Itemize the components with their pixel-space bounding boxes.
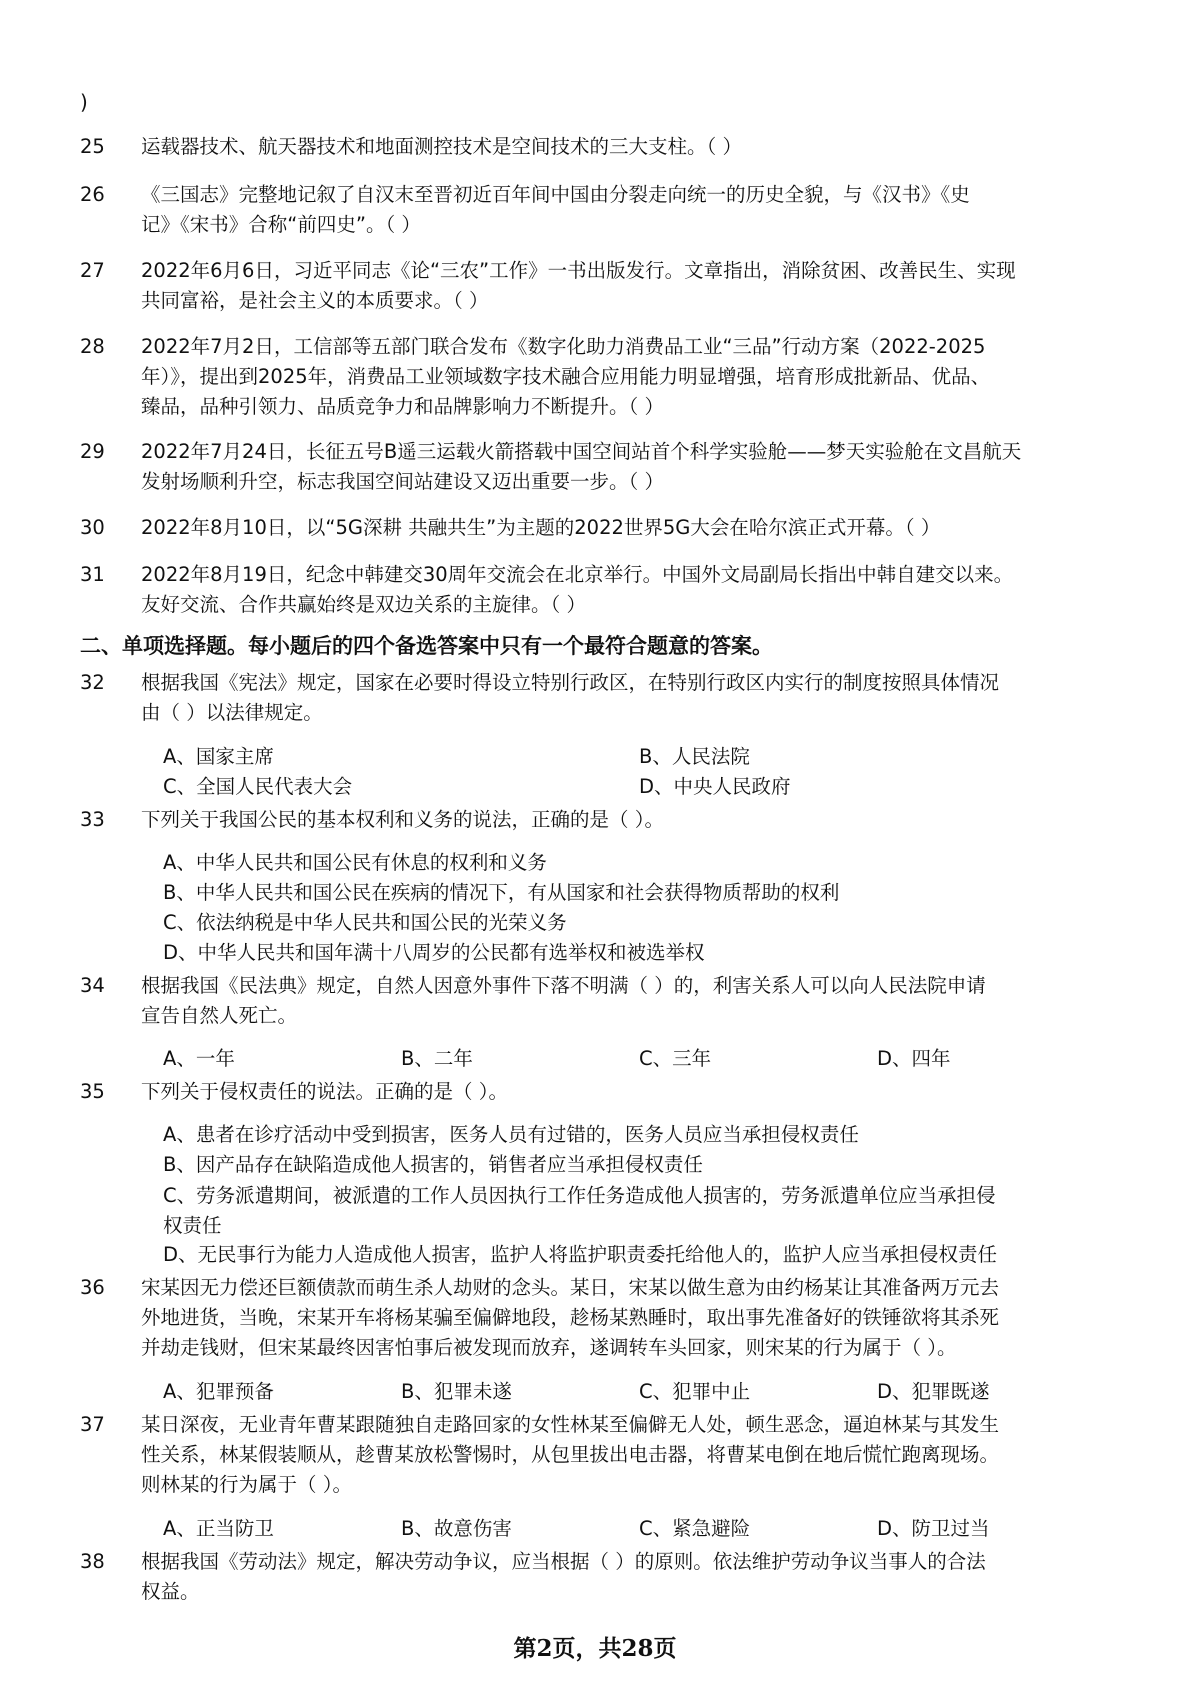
option-a: A、国家主席 (163, 745, 274, 768)
question-number: 25 (80, 135, 105, 158)
question-text: 2022年7月24日，长征五号B遥三运载火箭搭载中国空间站首个科学实验舱——梦天实验舱在文昌航天 发射场顺利升空，标志我国空间站建设又迈出重要一步。（ ） (141, 440, 1022, 493)
option-c: C、全国人民代表大会 (163, 775, 353, 798)
question-text: 根据我国《劳动法》规定，解决劳动争议，应当根据（ ）的原则。依法维护劳动争议当事人的合法 权益。 (141, 1550, 986, 1603)
question-text: 《三国志》完整地记叙了自汉末至晋初近百年间中国由分裂走向统一的历史全貌，与《汉书》《史 记》《宋书》合称“前四史”。（ ） (141, 183, 970, 236)
option-c: C、犯罪中止 (639, 1380, 751, 1403)
option-b: B、二年 (401, 1047, 473, 1070)
option-d: D、无民事行为能力人造成他人损害，监护人将监护职责委托给他人的，监护人应当承担侵权责任 (163, 1243, 998, 1266)
question-number: 34 (80, 974, 105, 997)
option-d: D、中央人民政府 (639, 775, 791, 798)
option-d: D、防卫过当 (877, 1517, 990, 1540)
question-text: 运载器技术、航天器技术和地面测控技术是空间技术的三大支柱。（ ） (141, 135, 742, 158)
question-text: 2022年8月19日，纪念中韩建交30周年交流会在北京举行。中国外文局副局长指出中韩自建交以来。 友好交流、合作共赢始终是双边关系的主旋律。（ ） (141, 563, 1014, 616)
question-number: 36 (80, 1276, 105, 1299)
continued-fragment: ) (80, 90, 88, 114)
question-text: 根据我国《民法典》规定，自然人因意外事件下落不明满（ ）的，利害关系人可以向人民法院申请 宣告自然人死亡。 (141, 974, 986, 1027)
question-number: 38 (80, 1550, 105, 1573)
option-b: B、人民法院 (639, 745, 750, 768)
option-a: A、犯罪预备 (163, 1380, 274, 1403)
question-number: 29 (80, 440, 105, 463)
question-number: 30 (80, 516, 105, 539)
question-number: 31 (80, 563, 105, 586)
option-d: D、四年 (877, 1047, 951, 1070)
page-footer: 第2页，共28页 (513, 1635, 677, 1662)
question-text: 下列关于侵权责任的说法。正确的是（ ）。 (141, 1080, 508, 1103)
question-text: 下列关于我国公民的基本权利和义务的说法，正确的是（ ）。 (141, 808, 664, 831)
question-text: 2022年7月2日，工信部等五部门联合发布《数字化助力消费品工业“三品”行动方案（2022-2025 年）》，提出到2025年，消费品工业领域数字技术融合应用能力明显增强，培育形成批新品、优品、 臻品，品种引领力、品质竞争力和品牌影响力不断提升。（ ） (141, 335, 991, 418)
option-c: C、依法纳税是中华人民共和国公民的光荣义务 (163, 911, 567, 934)
option-d: D、犯罪既遂 (877, 1380, 990, 1403)
option-b: B、中华人民共和国公民在疾病的情况下，有从国家和社会获得物质帮助的权利 (163, 881, 840, 904)
question-number: 33 (80, 808, 105, 831)
option-a: A、中华人民共和国公民有休息的权利和义务 (163, 851, 547, 874)
option-a: A、患者在诊疗活动中受到损害，医务人员有过错的，医务人员应当承担侵权责任 (163, 1123, 859, 1146)
question-text: 2022年8月10日，以“5G深耕 共融共生”为主题的2022世界5G大会在哈尔滨正式开幕。（ ） (141, 516, 941, 539)
option-b: B、故意伤害 (401, 1517, 512, 1540)
question-text: 宋某因无力偿还巨额债款而萌生杀人劫财的念头。某日，宋某以做生意为由约杨某让其准备两万元去 外地进货，当晚，宋某开车将杨某骗至偏僻地段，趁杨某熟睡时，取出事先准备好的铁锤欲将其杀死 并劫走钱财，但宋某最终因害怕事后被发现而放弃，遂调转车头回家，则宋某的行为属于（ ）。 (141, 1276, 1000, 1359)
question-number: 26 (80, 183, 105, 206)
question-text: 根据我国《宪法》规定，国家在必要时得设立特别行政区，在特别行政区内实行的制度按照具体情况 由（ ）以法律规定。 (141, 671, 1000, 724)
option-a: A、一年 (163, 1047, 235, 1070)
option-c: C、紧急避险 (639, 1517, 751, 1540)
question-number: 28 (80, 335, 105, 358)
question-number: 32 (80, 671, 105, 694)
option-b: B、犯罪未遂 (401, 1380, 512, 1403)
question-text: 某日深夜，无业青年曹某跟随独自走路回家的女性林某至偏僻无人处，顿生恶念，逼迫林某与其发生 性关系，林某假装顺从，趁曹某放松警惕时，从包里拔出电击器，将曹某电倒在地后慌忙跑离现场。 则林某的行为属于（ ）。 (141, 1413, 1000, 1496)
option-c: C、三年 (639, 1047, 712, 1070)
option-b: B、因产品存在缺陷造成他人损害的，销售者应当承担侵权责任 (163, 1153, 703, 1176)
question-text: 2022年6月6日，习近平同志《论“三农”工作》一书出版发行。文章指出，消除贫困、改善民生、实现 共同富裕，是社会主义的本质要求。（ ） (141, 259, 1016, 312)
question-number: 35 (80, 1080, 105, 1103)
question-number: 37 (80, 1413, 105, 1436)
section-title: 二、单项选择题。每小题后的四个备选答案中只有一个最符合题意的答案。 (80, 634, 773, 658)
option-c: C、劳务派遣期间，被派遣的工作人员因执行工作任务造成他人损害的，劳务派遣单位应当承担侵 权责任 (163, 1184, 996, 1237)
option-a: A、正当防卫 (163, 1517, 274, 1540)
question-number: 27 (80, 259, 105, 282)
option-d: D、中华人民共和国年满十八周岁的公民都有选举权和被选举权 (163, 941, 705, 964)
